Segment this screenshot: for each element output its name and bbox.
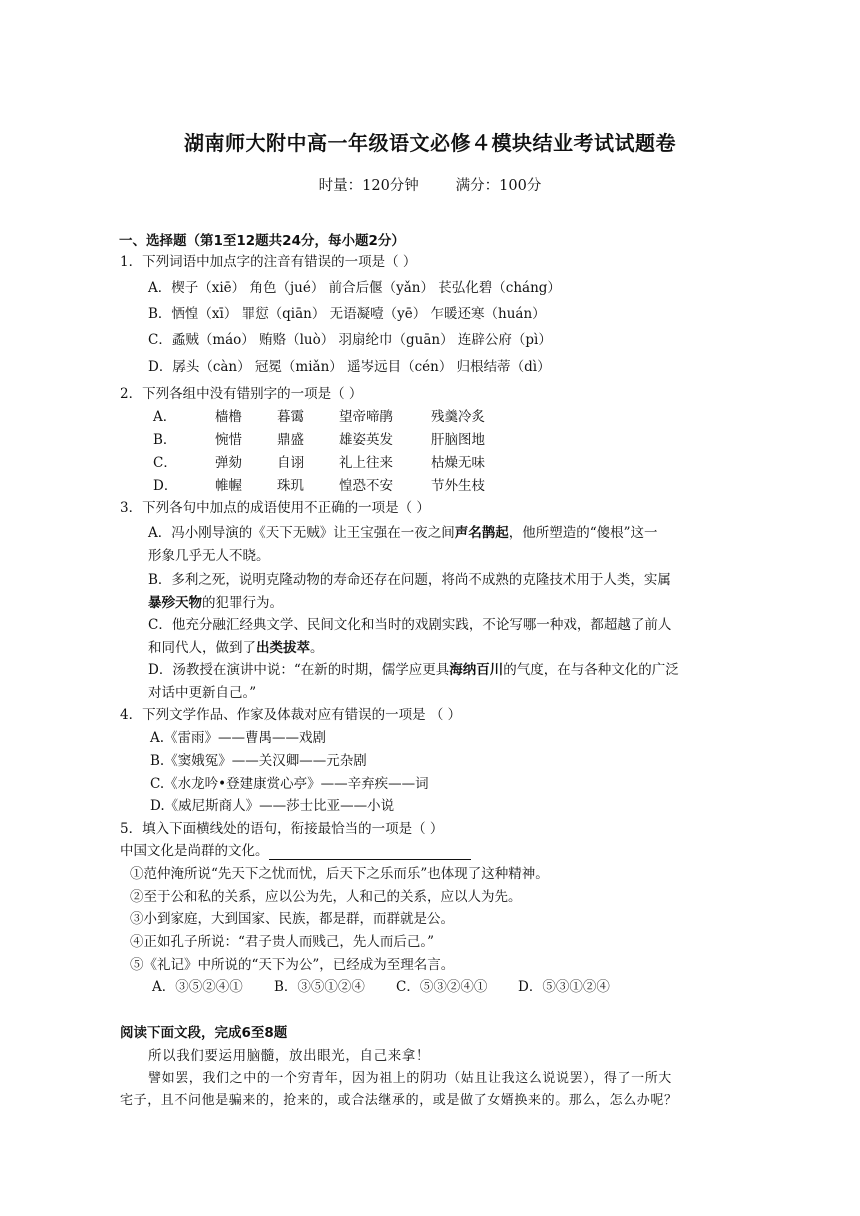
- q1-option-a: A．楔子（xiē） 角色（jué） 前合后偃（yǎn） 苌弘化碧（cháng）: [148, 280, 561, 296]
- q5-item-5: ⑤《礼记》中所说的“天下为公”，已经成为至理名言。: [130, 957, 455, 973]
- q3-a-idiom: 声名鹊起: [454, 525, 509, 541]
- q4-option-c: C.《水龙吟•登建康赏心亭》——辛弃疾——词: [150, 776, 429, 792]
- q3-stem: 3．下列各句中加点的成语使用不正确的一项是（ ）: [120, 500, 430, 516]
- q2-row-a: [153, 408, 485, 426]
- q4-stem: 4．下列文学作品、作家及体裁对应有错误的一项是 （ ）: [120, 707, 462, 723]
- q5-options: [152, 978, 610, 996]
- q1-option-c: C．蟊贼（máo） 贿赂（luò） 羽扇纶巾（guān） 连辟公府（pì）: [148, 332, 552, 348]
- q5-option-a: A．③⑤②④①: [152, 979, 243, 995]
- q3-option-b: B．多利之死，说明克隆动物的寿命还存在问题，将尚不成熟的克隆技术用于人类，实属: [148, 572, 671, 588]
- q2-stem: 2．下列各组中没有错别字的一项是（ ）: [120, 386, 363, 402]
- q5-item-3: ③小到家庭，大到国家、民族，都是群，而群就是公。: [130, 911, 454, 927]
- q3-b-idiom: 暴殄天物: [148, 595, 202, 611]
- reading-paragraph-2-cont: 宅子，且不问他是骗来的，抢来的，或合法继承的，或是做了女婿换来的。那么，怎么办呢？: [120, 1093, 678, 1108]
- q3-option-d-cont: 对话中更新自己。”: [148, 685, 257, 701]
- q5-stem: 5．填入下面横线处的语句，衔接最恰当的一项是（ ）: [120, 821, 444, 837]
- q2-row-c: [153, 454, 485, 472]
- q3-option-a-cont: 形象几乎无人不晓。: [148, 548, 270, 564]
- q3-d-idiom: 海纳百川: [449, 662, 504, 678]
- q2-row-b: [153, 431, 485, 449]
- q4-option-b: B.《窦娥冤》——关汉卿——元杂剧: [150, 753, 367, 769]
- q3-a-text: A．冯小刚导演的《天下无贼》让王宝强在一夜之间: [148, 525, 455, 541]
- q2-word: 残羹冷炙: [431, 409, 485, 425]
- q3-d-text-cont: 的气度，在与各种文化的广泛: [503, 662, 679, 678]
- q1-stem: 1．下列词语中加点字的注音有错误的一项是（ ）: [120, 254, 417, 270]
- q2-row-d: [153, 477, 485, 495]
- q5-option-d: D．⑤③①②④: [518, 979, 610, 995]
- q2-word: 礼上往来: [339, 455, 393, 471]
- reading-paragraph-2: 譬如罢，我们之中的一个穷青年，因为祖上的阴功（姑且让我这么说说罢），得了一所大: [148, 1071, 672, 1086]
- q1-option-b: B．恓惶（xī） 罪愆（qiān） 无语凝噎（yē） 乍暖还寒（huán）: [148, 306, 546, 322]
- q5-option-b: B．③⑤①②④: [274, 979, 365, 995]
- section-heading: 一、选择题（第1至12题共24分，每小题2分）: [119, 233, 405, 249]
- q5-blank-line: [269, 847, 471, 860]
- q2-word: 暮霭: [277, 409, 304, 425]
- q2-row-label: B．: [153, 432, 177, 448]
- q3-option-b-cont: [148, 594, 283, 612]
- page-title: 湖南师大附中高一年级语文必修４模块结业考试试题卷: [184, 131, 676, 155]
- q5-item-2: ②至于公和私的关系，应以公为先，人和己的关系，应以人为先。: [130, 889, 522, 905]
- q3-option-a: [148, 524, 658, 542]
- q2-word: 惋惜: [215, 432, 242, 448]
- q2-row-label: A．: [153, 409, 177, 425]
- q5-item-4: ④正如孔子所说：“君子贵人而贱己，先人而后己。”: [130, 934, 435, 950]
- q2-row-label: D．: [153, 478, 178, 494]
- q5-option-c: C．⑤③②④①: [396, 979, 488, 995]
- q1-option-d: D．孱头（càn） 冠冕（miǎn） 遥岑远目（cén） 归根结蒂（dì）: [148, 359, 551, 375]
- q2-word: 惶恐不安: [339, 478, 393, 494]
- q3-option-c-cont: [148, 639, 324, 657]
- reading-paragraph-1: 所以我们要运用脑髓，放出眼光，自己来拿！: [148, 1048, 430, 1064]
- q3-option-d: [148, 661, 679, 679]
- q3-c-text-end: 。: [310, 640, 324, 656]
- q2-word: 自诩: [277, 455, 304, 471]
- q5-lead: [120, 842, 471, 860]
- q2-row-label: C．: [153, 455, 177, 471]
- q3-c-idiom: 出类拔萃: [256, 640, 310, 656]
- q2-word: 帷幄: [215, 478, 242, 494]
- q4-option-d: D.《威尼斯商人》——莎士比亚——小说: [150, 798, 395, 814]
- exam-time-and-score: 时量：120分钟 满分：100分: [318, 178, 542, 194]
- q2-word: 望帝啼鹃: [339, 409, 393, 425]
- q2-word: 雄姿英发: [339, 432, 393, 448]
- q2-word: 弹劾: [215, 455, 242, 471]
- q2-word: 节外生枝: [431, 478, 485, 494]
- q2-word: 樯橹: [215, 409, 242, 425]
- q3-c-text: 和同代人，做到了: [148, 640, 256, 656]
- q3-a-text-cont: ，他所塑造的“傻根”这一: [508, 525, 658, 541]
- q5-item-1: ①范仲淹所说“先天下之忧而忧，后天下之乐而乐”也体现了这种精神。: [130, 866, 549, 882]
- q5-lead-text: 中国文化是尚群的文化。: [120, 843, 269, 859]
- q3-b-text: 的犯罪行为。: [202, 595, 283, 611]
- q4-option-a: A.《雷雨》——曹禺——戏剧: [150, 730, 327, 746]
- q3-option-c: C．他充分融汇经典文学、民间文化和当时的戏剧实践，不论写哪一种戏，都超越了前人: [148, 617, 672, 633]
- q2-word: 肝脑图地: [431, 432, 485, 448]
- q2-word: 鼎盛: [277, 432, 304, 448]
- q2-word: 枯燥无味: [431, 455, 485, 471]
- q3-d-text: D．汤教授在演讲中说：“在新的时期，儒学应更具: [148, 662, 450, 678]
- q2-word: 珠玑: [277, 478, 304, 494]
- reading-heading: 阅读下面文段，完成6至8题: [120, 1025, 288, 1041]
